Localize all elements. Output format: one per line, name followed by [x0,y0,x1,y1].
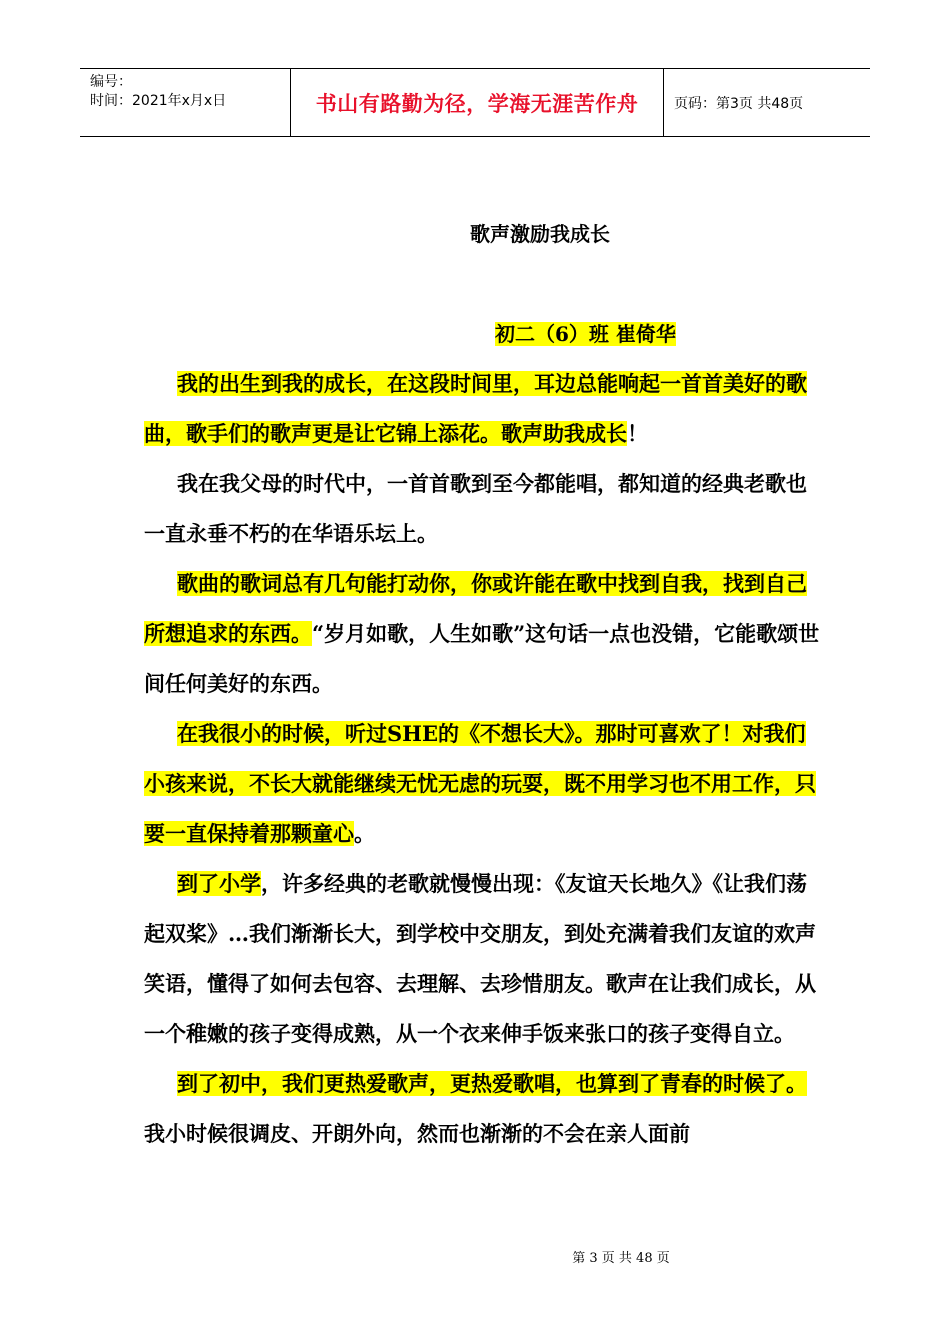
header-meta [80,69,291,136]
paragraph [144,859,824,1059]
paragraph [144,359,824,459]
highlighted-text: 到了初中，我们更热爱歌声，更热爱歌唱，也算到了青春的时候了。 [177,1071,807,1096]
paragraph [144,709,824,859]
essay-title: 歌声激励我成长 [470,222,610,246]
header-motto: 书山有路勤为径，学海无涯苦作舟 [291,69,664,136]
paragraph [144,459,824,559]
highlighted-text: 在我很小的时候，听过SHE的《不想长大》。那时可喜欢了！对我们小孩来说，不长大就能继续无忧无虑的玩耍，既不用学习也不用工作，只要一直保持着那颗童心 [144,721,816,846]
highlighted-text: 我的出生到我的成长，在这段时间里，耳边总能响起一首首美好的歌曲，歌手们的歌声更是让它锦上添花。歌声助我成长 [144,371,807,446]
plain-text: ！ [627,421,648,446]
page-header [80,68,870,137]
plain-text: 我在我父母的时代中，一首首歌到至今都能唱，都知道的经典老歌也一直永垂不朽的在华语乐坛上。 [144,471,807,546]
number-label: 编号： [90,74,132,90]
highlighted-text: 到了小学 [177,871,261,896]
paragraph [144,559,824,709]
plain-text: “岁月如歌，人生如歌”这句话一点也没错，它能歌颂世间任何美好的东西。 [144,621,820,696]
page-footer: 第 3 页 共 48 页 [572,1251,670,1266]
author-text: 初二（6）班 崔倚华 [495,322,676,346]
essay-body [144,359,824,1159]
highlighted-text: 歌曲的歌词总有几句能打动你，你或许能在歌中找到自我，找到自己所想追求的东西。 [144,571,807,646]
header-page-info: 页码：第3页 共48页 [674,95,804,112]
plain-text: ，许多经典的老歌就慢慢出现：《友谊天长地久》《让我们荡起双桨》…我们渐渐长大，到学校中交朋友，到处充满着我们友谊的欢声笑语，懂得了如何去包容、去理解、去珍惜朋友。歌声在让我们成长，从一个稚嫩的孩子变得成熟，从一个衣来伸手饭来张口的孩子变得自立。 [144,871,816,1046]
plain-text: 。 [354,821,375,846]
plain-text: 我小时候很调皮、开朗外向，然而也渐渐的不会在亲人面前 [144,1121,690,1146]
paragraph [144,1059,824,1159]
date-label: 时间：2021年x月x日 [90,93,227,109]
essay-author [495,318,676,347]
